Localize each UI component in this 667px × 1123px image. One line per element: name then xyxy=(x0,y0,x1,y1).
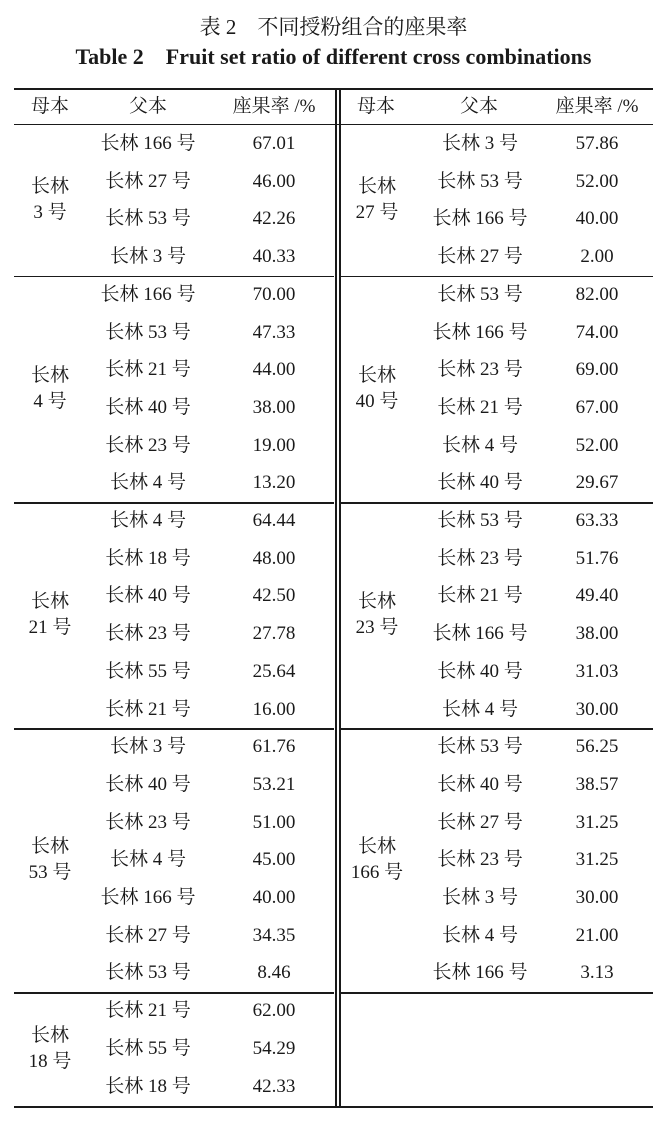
header-father: 父本 xyxy=(128,96,167,117)
rate-cell: 45.00 xyxy=(252,849,296,871)
father-cell: 长林 53 号 xyxy=(105,208,191,230)
rate-cell: 31.25 xyxy=(575,849,619,871)
father-cell: 长林 166 号 xyxy=(432,321,528,343)
father-cell: 长林 3 号 xyxy=(441,133,518,154)
mother-label-line: 23 号 xyxy=(355,617,399,639)
mother-cell xyxy=(22,363,78,415)
mother-cell xyxy=(22,589,78,641)
header-mother: 母本 xyxy=(30,96,69,117)
father-cell: 长林 53 号 xyxy=(105,321,191,343)
mother-label-line: 长林 xyxy=(357,591,396,613)
rate-cell: 57.86 xyxy=(575,133,619,154)
mother-label-line: 27 号 xyxy=(355,202,399,224)
father-cell: 长林 40 号 xyxy=(105,585,191,607)
table-caption-cn: 表 2 不同授粉组合的座果率 xyxy=(199,15,468,39)
mother-label-line: 53 号 xyxy=(28,862,72,884)
rate-cell: 38.00 xyxy=(575,623,619,645)
rate-cell: 42.50 xyxy=(252,585,296,607)
rate-cell: 30.00 xyxy=(575,887,619,908)
father-cell: 长林 53 号 xyxy=(437,736,523,758)
father-cell: 长林 53 号 xyxy=(437,510,523,531)
rate-cell: 40.33 xyxy=(252,246,296,268)
father-cell: 长林 23 号 xyxy=(437,547,523,569)
father-cell: 长林 53 号 xyxy=(105,962,191,984)
mother-cell xyxy=(22,174,78,226)
rate-cell: 51.00 xyxy=(252,811,296,833)
rate-cell: 56.25 xyxy=(575,736,619,758)
mother-label-line: 长林 xyxy=(30,1024,69,1046)
rate-cell: 82.00 xyxy=(575,283,619,305)
rate-cell: 42.26 xyxy=(252,208,296,230)
rate-cell: 3.13 xyxy=(580,962,614,984)
father-cell: 长林 23 号 xyxy=(105,811,191,833)
rate-cell: 69.00 xyxy=(575,359,619,381)
father-cell: 长林 18 号 xyxy=(105,547,191,569)
father-cell: 长林 4 号 xyxy=(109,472,186,494)
rate-cell: 67.00 xyxy=(575,396,619,418)
mother-cell xyxy=(348,589,406,641)
rate-cell: 42.33 xyxy=(252,1075,296,1097)
mother-cell xyxy=(348,834,406,886)
rate-cell: 47.33 xyxy=(252,321,296,343)
rate-cell: 63.33 xyxy=(575,510,619,531)
rate-cell: 53.21 xyxy=(252,773,296,795)
father-cell: 长林 40 号 xyxy=(437,472,523,494)
father-cell: 长林 23 号 xyxy=(437,359,523,381)
rate-cell: 70.00 xyxy=(252,283,296,305)
rate-cell: 2.00 xyxy=(580,246,614,268)
rate-cell: 19.00 xyxy=(252,434,296,456)
father-cell: 长林 3 号 xyxy=(441,887,518,908)
father-cell: 长林 27 号 xyxy=(105,170,191,192)
rate-cell: 38.00 xyxy=(252,396,296,418)
father-cell: 长林 40 号 xyxy=(105,773,191,795)
father-cell: 长林 27 号 xyxy=(437,246,523,268)
mother-cell xyxy=(348,174,406,226)
rate-cell: 62.00 xyxy=(252,1000,296,1022)
father-cell: 长林 18 号 xyxy=(105,1075,191,1097)
rate-cell: 49.40 xyxy=(575,585,619,607)
mother-cell xyxy=(22,834,78,886)
father-cell: 长林 21 号 xyxy=(437,585,523,607)
father-cell: 长林 21 号 xyxy=(105,359,191,381)
rate-cell: 8.46 xyxy=(257,962,291,984)
mother-label-line: 长林 xyxy=(357,836,396,858)
father-cell: 长林 166 号 xyxy=(432,962,528,984)
rate-cell: 16.00 xyxy=(252,698,296,720)
mother-label-line: 18 号 xyxy=(28,1050,72,1072)
father-cell: 长林 40 号 xyxy=(105,396,191,418)
rate-cell: 34.35 xyxy=(252,924,296,946)
father-cell: 长林 53 号 xyxy=(437,170,523,192)
father-cell: 长林 4 号 xyxy=(109,849,186,871)
father-cell: 长林 4 号 xyxy=(441,698,518,720)
father-cell: 长林 27 号 xyxy=(437,811,523,833)
father-cell: 长林 55 号 xyxy=(105,1037,191,1059)
mother-label-line: 长林 xyxy=(30,836,69,858)
mother-label-line: 166 号 xyxy=(350,862,404,884)
rate-cell: 29.67 xyxy=(575,472,619,494)
top-rule xyxy=(14,88,653,90)
father-cell: 长林 21 号 xyxy=(105,1000,191,1022)
header-rate: 座果率 /% xyxy=(232,96,316,117)
rate-cell: 30.00 xyxy=(575,698,619,720)
rate-cell: 52.00 xyxy=(575,170,619,192)
rate-cell: 40.00 xyxy=(252,887,296,908)
mother-label-line: 长林 xyxy=(30,591,69,613)
rate-cell: 40.00 xyxy=(575,208,619,230)
mother-cell xyxy=(22,1023,78,1075)
mother-label-line: 21 号 xyxy=(28,617,72,639)
column-divider xyxy=(335,88,337,1108)
rate-cell: 13.20 xyxy=(252,472,296,494)
rate-cell: 74.00 xyxy=(575,321,619,343)
mother-label-line: 3 号 xyxy=(33,202,67,224)
father-cell: 长林 27 号 xyxy=(105,924,191,946)
rate-cell: 31.25 xyxy=(575,811,619,833)
group-separator xyxy=(340,992,653,994)
rate-cell: 38.57 xyxy=(575,773,619,795)
header-mother: 母本 xyxy=(356,96,395,117)
rate-cell: 48.00 xyxy=(252,547,296,569)
father-cell: 长林 4 号 xyxy=(441,434,518,456)
father-cell: 长林 23 号 xyxy=(105,623,191,645)
table-caption-en: Table 2 Fruit set ratio of different cross combinations xyxy=(75,44,592,69)
father-cell: 长林 40 号 xyxy=(437,773,523,795)
rate-cell: 27.78 xyxy=(252,623,296,645)
mother-cell xyxy=(348,363,406,415)
rate-cell: 44.00 xyxy=(252,359,296,381)
header-rate: 座果率 /% xyxy=(555,96,639,117)
father-cell: 长林 166 号 xyxy=(432,623,528,645)
rate-cell: 21.00 xyxy=(575,924,619,946)
father-cell: 长林 21 号 xyxy=(105,698,191,720)
rate-cell: 46.00 xyxy=(252,170,296,192)
father-cell: 长林 166 号 xyxy=(100,133,196,154)
rate-cell: 61.76 xyxy=(252,736,296,758)
column-divider xyxy=(339,88,341,1108)
mother-label-line: 4 号 xyxy=(33,390,67,412)
father-cell: 长林 21 号 xyxy=(437,396,523,418)
header-father: 父本 xyxy=(459,96,498,117)
bottom-rule xyxy=(14,1106,653,1108)
father-cell: 长林 53 号 xyxy=(437,283,523,305)
rate-cell: 51.76 xyxy=(575,547,619,569)
mother-label-line: 长林 xyxy=(357,176,396,198)
rate-cell: 67.01 xyxy=(252,133,296,154)
rate-cell: 31.03 xyxy=(575,660,619,682)
rate-cell: 52.00 xyxy=(575,434,619,456)
father-cell: 长林 166 号 xyxy=(100,283,196,305)
father-cell: 长林 3 号 xyxy=(109,246,186,268)
father-cell: 长林 3 号 xyxy=(109,736,186,758)
rate-cell: 64.44 xyxy=(252,510,296,531)
rate-cell: 54.29 xyxy=(252,1037,296,1059)
father-cell: 长林 4 号 xyxy=(109,510,186,531)
father-cell: 长林 166 号 xyxy=(432,208,528,230)
rate-cell: 25.64 xyxy=(252,660,296,682)
father-cell: 长林 55 号 xyxy=(105,660,191,682)
father-cell: 长林 23 号 xyxy=(437,849,523,871)
mother-label-line: 长林 xyxy=(357,364,396,386)
mother-label-line: 40 号 xyxy=(355,390,399,412)
mother-label-line: 长林 xyxy=(30,364,69,386)
father-cell: 长林 23 号 xyxy=(105,434,191,456)
mother-label-line: 长林 xyxy=(30,176,69,198)
father-cell: 长林 4 号 xyxy=(441,924,518,946)
father-cell: 长林 166 号 xyxy=(100,887,196,908)
father-cell: 长林 40 号 xyxy=(437,660,523,682)
